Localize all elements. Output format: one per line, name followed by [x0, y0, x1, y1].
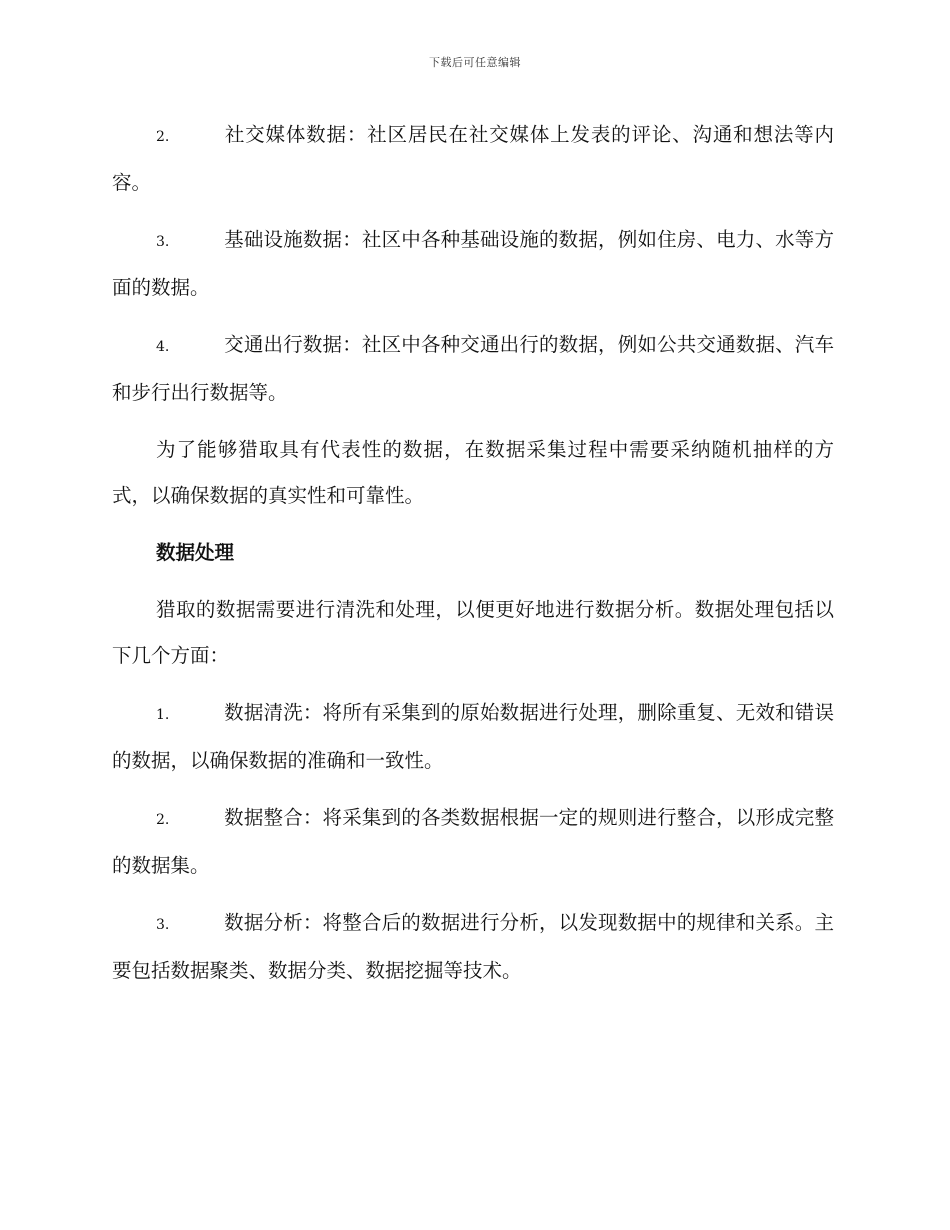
document-body — [112, 112, 834, 1005]
list-item-text: 数据清洗：将所有采集到的原始数据进行处理，删除重复、无效和错误的数据，以确保数据的准确和一致性。 — [112, 701, 834, 772]
list-item — [112, 900, 834, 994]
list-item — [112, 690, 834, 784]
list-item-text: 数据分析：将整合后的数据进行分析，以发现数据中的规律和关系。主要包括数据聚类、数据分类、数据挖掘等技术。 — [112, 911, 834, 982]
list-item-text: 数据整合：将采集到的各类数据根据一定的规则进行整合，以形成完整的数据集。 — [112, 806, 834, 877]
section-heading: 数据处理 — [156, 541, 235, 564]
closing-paragraph: 为了能够猎取具有代表性的数据，在数据采集过程中需要采纳随机抽样的方式，以确保数据的真实性和可靠性。 — [112, 438, 834, 507]
list-number: 3. — [156, 917, 170, 933]
list-item — [112, 795, 834, 889]
list-item — [112, 217, 834, 311]
list-number: 2. — [156, 812, 170, 828]
list-number: 1. — [156, 707, 170, 723]
page-header: 下载后可任意编辑 — [429, 56, 521, 69]
list-item-text: 交通出行数据：社区中各种交通出行的数据，例如公共交通数据、汽车和步行出行数据等。 — [112, 333, 834, 404]
list-item — [112, 322, 834, 416]
list-number: 3. — [156, 234, 170, 250]
list-item — [112, 112, 834, 206]
list-item-text: 基础设施数据：社区中各种基础设施的数据，例如住房、电力、水等方面的数据。 — [112, 228, 834, 299]
list-number: 4. — [156, 339, 170, 355]
list-number: 2. — [156, 129, 170, 145]
intro-paragraph: 猎取的数据需要进行清洗和处理，以便更好地进行数据分析。数据处理包括以下几个方面： — [112, 598, 834, 667]
list-item-text: 社交媒体数据：社区居民在社交媒体上发表的评论、沟通和想法等内容。 — [112, 123, 834, 194]
